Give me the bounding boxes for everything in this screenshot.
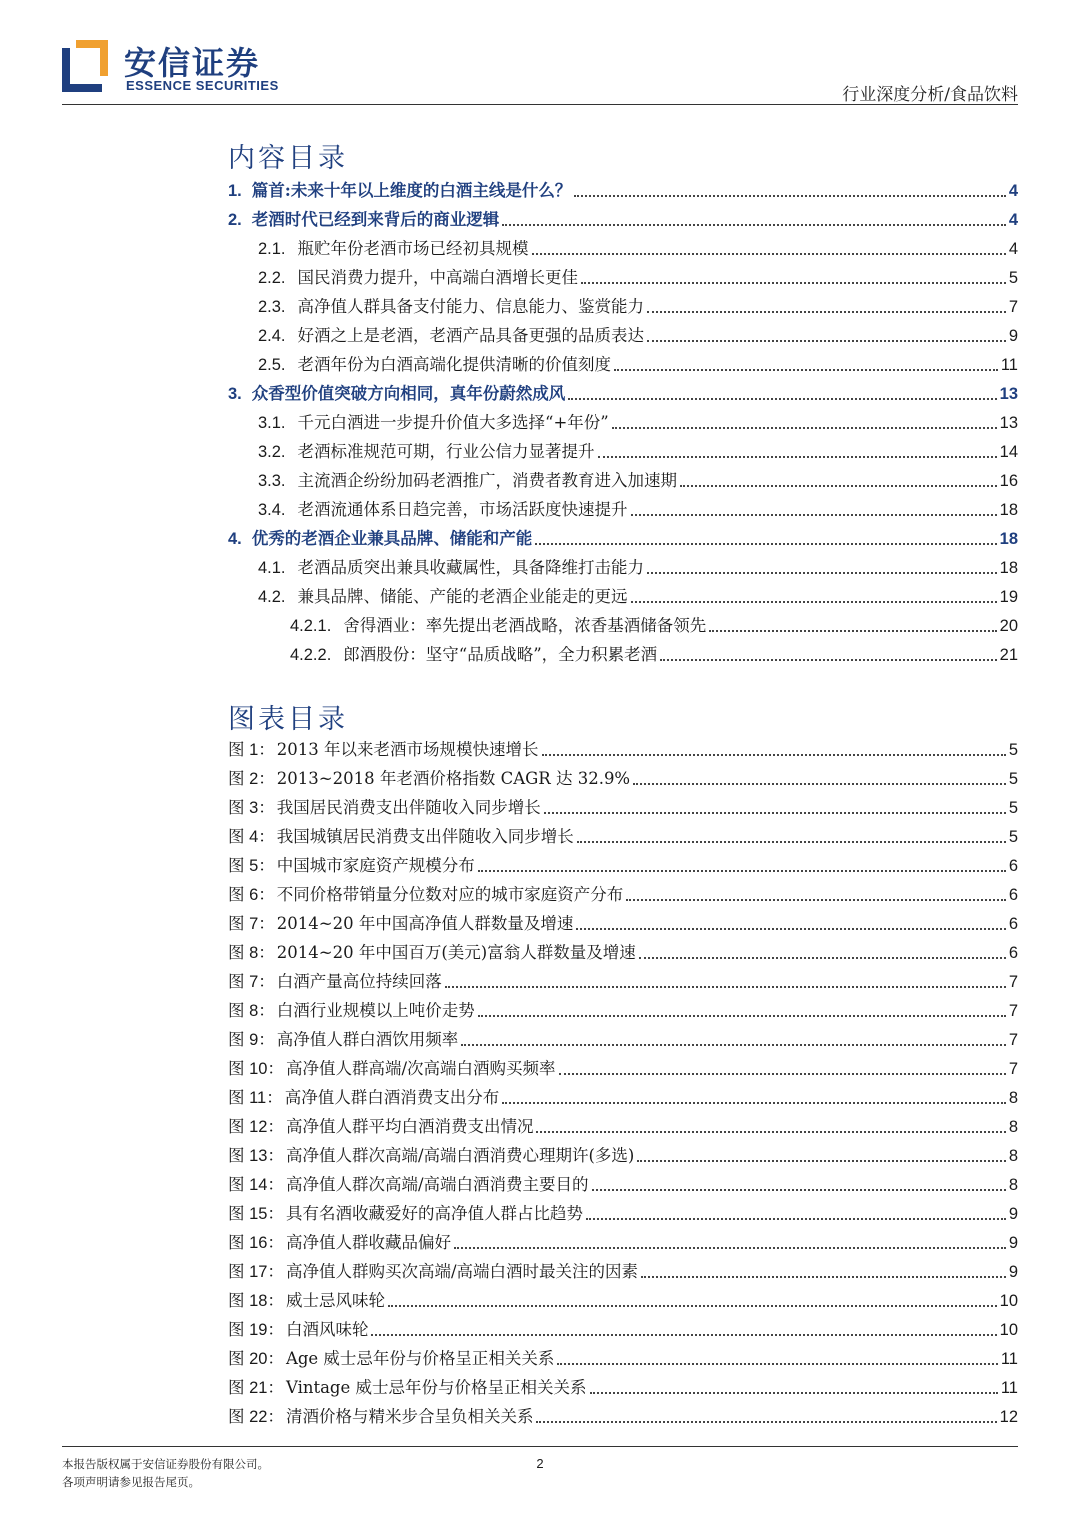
- entry-page: 6: [1008, 944, 1018, 962]
- entry-page: 14: [999, 443, 1018, 461]
- entry-label: 国民消费力提升，中高端白酒增长更佳: [297, 268, 579, 287]
- dot-leader: [568, 397, 996, 400]
- entry-page: 7: [1008, 973, 1018, 991]
- entry-label: 老酒标准规范可期，行业公信力显著提升: [297, 442, 595, 461]
- entry-label: 好酒之上是老酒，老酒产品具备更强的品质表达: [297, 326, 645, 345]
- entry-page: 5: [1008, 269, 1018, 287]
- toc-entry[interactable]: [228, 495, 1018, 524]
- toc-entry[interactable]: [228, 321, 1018, 350]
- entry-number: 图 3：: [228, 799, 275, 817]
- dot-leader: [559, 1072, 1006, 1075]
- dot-leader: [614, 368, 998, 371]
- dot-leader: [536, 1420, 996, 1423]
- entry-number: 4.2.: [258, 588, 286, 606]
- entry-page: 4: [1008, 240, 1018, 258]
- entry-number: 4.2.1.: [290, 617, 332, 635]
- entry-label: 老酒流通体系日趋完善，市场活跃度快速提升: [297, 500, 628, 519]
- toc-entry[interactable]: [228, 408, 1018, 437]
- entry-number: 图 12：: [228, 1118, 284, 1136]
- dot-leader: [454, 1246, 1006, 1249]
- dot-leader: [536, 1130, 1005, 1133]
- entry-number: 2.2.: [258, 269, 286, 287]
- toc-entry[interactable]: [228, 263, 1018, 292]
- figure-entry[interactable]: [228, 880, 1018, 909]
- entry-number: 图 6：: [228, 886, 275, 904]
- dot-leader: [532, 252, 1006, 255]
- entry-page: 5: [1008, 828, 1018, 846]
- entry-page: 19: [999, 588, 1018, 606]
- figure-entry[interactable]: [228, 1025, 1018, 1054]
- disclaimer-notice: 各项声明请参见报告尾页。: [62, 1475, 200, 1489]
- dot-leader: [680, 484, 997, 487]
- header-divider: [62, 104, 1018, 105]
- entry-page: 21: [999, 646, 1018, 664]
- dot-leader: [576, 927, 1005, 930]
- dot-leader: [535, 542, 996, 545]
- entry-number: 图 11：: [228, 1089, 283, 1107]
- entry-label: 2013~2018 年老酒价格指数 CAGR 达 32.9%: [276, 769, 631, 788]
- entry-page: 13: [999, 414, 1018, 432]
- dot-leader: [590, 1391, 998, 1394]
- entry-page: 7: [1008, 1060, 1018, 1078]
- entry-label: 我国城镇居民消费支出伴随收入同步增长: [276, 827, 574, 846]
- figure-entry[interactable]: [228, 967, 1018, 996]
- figure-entry[interactable]: [228, 822, 1018, 851]
- entry-page: 7: [1008, 298, 1018, 316]
- entry-label: 老酒年份为白酒高端化提供清晰的价值刻度: [297, 355, 612, 374]
- entry-label: 千元白酒进一步提升价值大多选择“+年份”: [297, 413, 609, 432]
- entry-page: 7: [1008, 1002, 1018, 1020]
- entry-page: 5: [1008, 770, 1018, 788]
- figure-entry[interactable]: [228, 1373, 1018, 1402]
- entry-label: 高净值人群收藏品偏好: [285, 1233, 451, 1252]
- entry-number: 2.1.: [258, 240, 286, 258]
- footer-divider: [62, 1446, 1018, 1447]
- dot-leader: [502, 223, 1006, 226]
- entry-number: 3.: [228, 385, 242, 403]
- entry-number: 图 8：: [228, 944, 275, 962]
- dot-leader: [586, 1217, 1006, 1220]
- entry-number: 图 10：: [228, 1060, 284, 1078]
- entry-label: 高净值人群次高端/高端白酒消费心理期许(多选): [285, 1146, 635, 1165]
- entry-number: 图 21：: [228, 1379, 284, 1397]
- entry-page: 11: [1000, 1379, 1018, 1397]
- entry-label: 高净值人群具备支付能力、信息能力、鉴赏能力: [297, 297, 645, 316]
- dot-leader: [592, 1188, 1006, 1191]
- toc-entry[interactable]: [228, 292, 1018, 321]
- entry-page: 10: [999, 1292, 1018, 1310]
- dot-leader: [639, 956, 1006, 959]
- entry-label: Age 威士忌年份与价格呈正相关关系: [285, 1349, 555, 1368]
- toc-entry[interactable]: [228, 437, 1018, 466]
- dot-leader: [461, 1043, 1006, 1046]
- entry-number: 图 14：: [228, 1176, 284, 1194]
- entry-page: 6: [1008, 886, 1018, 904]
- dot-leader: [478, 1014, 1006, 1017]
- figure-entry[interactable]: [228, 1199, 1018, 1228]
- entry-label: 高净值人群高端/次高端白酒购买频率: [285, 1059, 556, 1078]
- entry-label: 中国城市家庭资产规模分布: [276, 856, 475, 875]
- entry-page: 11: [1000, 1350, 1018, 1368]
- entry-number: 1.: [228, 182, 242, 200]
- figure-entry[interactable]: [228, 1054, 1018, 1083]
- dot-leader: [371, 1333, 996, 1336]
- figure-entry[interactable]: [228, 793, 1018, 822]
- entry-number: 2.5.: [258, 356, 286, 374]
- dot-leader: [577, 840, 1006, 843]
- entry-label: 舍得酒业：率先提出老酒战略，浓香基酒储备领先: [343, 616, 707, 635]
- entry-number: 2.4.: [258, 327, 286, 345]
- entry-number: 图 15：: [228, 1205, 284, 1223]
- dot-leader: [581, 281, 1006, 284]
- entry-number: 图 13：: [228, 1147, 284, 1165]
- dot-leader: [631, 600, 997, 603]
- toc-entry[interactable]: [228, 350, 1018, 379]
- entry-number: 图 5：: [228, 857, 275, 875]
- entry-number: 图 7：: [228, 915, 275, 933]
- entry-label: 主流酒企纷纷加码老酒推广，消费者教育进入加速期: [297, 471, 678, 490]
- entry-number: 2.3.: [258, 298, 286, 316]
- entry-label: 老酒品质突出兼具收藏属性，具备降维打击能力: [297, 558, 645, 577]
- toc-entry[interactable]: [228, 234, 1018, 263]
- dot-leader: [647, 571, 997, 574]
- entry-number: 图 22：: [228, 1408, 284, 1426]
- toc-entry[interactable]: [228, 553, 1018, 582]
- entry-number: 3.2.: [258, 443, 286, 461]
- dot-leader: [637, 1159, 1005, 1162]
- figure-entry[interactable]: [228, 1170, 1018, 1199]
- figures-list: [228, 735, 1018, 1431]
- entry-label: Vintage 威士忌年份与价格呈正相关关系: [285, 1378, 587, 1397]
- entry-page: 8: [1008, 1118, 1018, 1136]
- entry-label: 瓶贮年份老酒市场已经初具规模: [297, 239, 529, 258]
- dot-leader: [502, 1101, 1006, 1104]
- entry-page: 5: [1008, 799, 1018, 817]
- entry-number: 图 1：: [228, 741, 275, 759]
- dot-leader: [709, 629, 996, 632]
- dot-leader: [574, 194, 1005, 197]
- toc-entry[interactable]: [228, 176, 1018, 205]
- entry-number: 4.1.: [258, 559, 286, 577]
- entry-number: 2.: [228, 211, 242, 229]
- entry-page: 18: [999, 501, 1018, 519]
- entry-number: 图 18：: [228, 1292, 284, 1310]
- toc-entry[interactable]: [228, 611, 1018, 640]
- dot-leader: [542, 753, 1006, 756]
- entry-label: 不同价格带销量分位数对应的城市家庭资产分布: [276, 885, 624, 904]
- entry-label: 2013 年以来老酒市场规模快速增长: [276, 740, 539, 759]
- figures-title: 图表目录: [228, 704, 348, 735]
- toc-entry[interactable]: [228, 466, 1018, 495]
- entry-number: 图 16：: [228, 1234, 284, 1252]
- entry-number: 图 8：: [228, 1002, 275, 1020]
- entry-page: 10: [999, 1321, 1018, 1339]
- entry-label: 2014~20 年中国百万(美元)富翁人群数量及增速: [276, 943, 636, 962]
- dot-leader: [641, 1275, 1006, 1278]
- dot-leader: [557, 1362, 997, 1365]
- entry-number: 图 2：: [228, 770, 275, 788]
- figure-entry[interactable]: [228, 764, 1018, 793]
- entry-page: 6: [1008, 915, 1018, 933]
- figure-entry[interactable]: [228, 851, 1018, 880]
- dot-leader: [388, 1304, 997, 1307]
- entry-page: 8: [1008, 1147, 1018, 1165]
- entry-page: 13: [999, 385, 1018, 403]
- figure-entry[interactable]: [228, 1112, 1018, 1141]
- essence-logo-icon: [62, 40, 108, 92]
- entry-label: 2014~20 年中国高净值人群数量及增速: [276, 914, 574, 933]
- entry-number: 3.1.: [258, 414, 286, 432]
- figure-entry[interactable]: [228, 996, 1018, 1025]
- figure-entry[interactable]: [228, 1083, 1018, 1112]
- dot-leader: [633, 782, 1006, 785]
- entry-page: 18: [999, 559, 1018, 577]
- entry-label: 高净值人群平均白酒消费支出情况: [285, 1117, 534, 1136]
- entry-label: 清酒价格与精米步合呈负相关关系: [285, 1407, 534, 1426]
- figure-entry[interactable]: [228, 909, 1018, 938]
- dot-leader: [598, 455, 997, 458]
- dot-leader: [612, 426, 997, 429]
- entry-label: 优秀的老酒企业兼具品牌、储能和产能: [251, 529, 533, 548]
- entry-label: 我国居民消费支出伴随收入同步增长: [276, 798, 541, 817]
- entry-label: 具有名酒收藏爱好的高净值人群占比趋势: [285, 1204, 583, 1223]
- entry-page: 4: [1008, 182, 1018, 200]
- dot-leader: [626, 898, 1006, 901]
- figure-entry[interactable]: [228, 1402, 1018, 1431]
- dot-leader: [647, 339, 1006, 342]
- entry-number: 3.4.: [258, 501, 286, 519]
- toc-entry[interactable]: [228, 640, 1018, 669]
- entry-number: 图 20：: [228, 1350, 284, 1368]
- entry-page: 6: [1008, 857, 1018, 875]
- entry-label: 高净值人群白酒消费支出分布: [284, 1088, 500, 1107]
- figure-entry[interactable]: [228, 1228, 1018, 1257]
- brand-name-en: ESSENCE SECURITIES: [126, 78, 279, 93]
- entry-page: 20: [999, 617, 1018, 635]
- entry-label: 高净值人群购买次高端/高端白酒时最关注的因素: [285, 1262, 638, 1281]
- entry-page: 18: [999, 530, 1018, 548]
- figure-entry[interactable]: [228, 1257, 1018, 1286]
- report-category: 行业深度分析/食品饮料: [842, 85, 1018, 105]
- entry-label: 高净值人群白酒饮用频率: [276, 1030, 459, 1049]
- entry-page: 4: [1008, 211, 1018, 229]
- toc-entry[interactable]: [228, 379, 1018, 408]
- dot-leader: [631, 513, 997, 516]
- copyright-notice: 本报告版权属于安信证券股份有限公司。: [62, 1457, 269, 1471]
- entry-page: 8: [1008, 1089, 1018, 1107]
- entry-label: 白酒产量高位持续回落: [276, 972, 442, 991]
- entry-label: 众香型价值突破方向相同，真年份蔚然成风: [251, 384, 566, 403]
- entry-label: 篇首:未来十年以上维度的白酒主线是什么？: [251, 181, 572, 200]
- toc-entry[interactable]: [228, 205, 1018, 234]
- entry-page: 11: [1000, 356, 1018, 374]
- figure-entry[interactable]: [228, 1286, 1018, 1315]
- entry-number: 图 7：: [228, 973, 275, 991]
- dot-leader: [647, 310, 1006, 313]
- entry-page: 5: [1008, 741, 1018, 759]
- toc-title: 内容目录: [228, 143, 348, 174]
- dot-leader: [660, 658, 996, 661]
- dot-leader: [544, 811, 1006, 814]
- entry-page: 7: [1008, 1031, 1018, 1049]
- figure-entry[interactable]: [228, 1344, 1018, 1373]
- toc-entry[interactable]: [228, 582, 1018, 611]
- entry-label: 白酒行业规模以上吨价走势: [276, 1001, 475, 1020]
- figure-entry[interactable]: [228, 1141, 1018, 1170]
- entry-label: 威士忌风味轮: [285, 1291, 385, 1310]
- entry-number: 图 9：: [228, 1031, 275, 1049]
- dot-leader: [445, 985, 1006, 988]
- footer-notice: [62, 1455, 269, 1491]
- entry-page: 12: [999, 1408, 1018, 1426]
- entry-label: 兼具品牌、储能、产能的老酒企业能走的更远: [297, 587, 628, 606]
- entry-number: 图 19：: [228, 1321, 284, 1339]
- figure-entry[interactable]: [228, 735, 1018, 764]
- page-number: 2: [536, 1456, 544, 1471]
- entry-number: 4.: [228, 530, 242, 548]
- entry-page: 9: [1008, 1263, 1018, 1281]
- entry-label: 郎酒股份：坚守“品质战略”，全力积累老酒: [343, 645, 658, 664]
- entry-page: 9: [1008, 1205, 1018, 1223]
- entry-page: 16: [999, 472, 1018, 490]
- brand-name-cn: 安信证券: [124, 44, 261, 82]
- entry-label: 老酒时代已经到来背后的商业逻辑: [251, 210, 500, 229]
- entry-number: 3.3.: [258, 472, 286, 490]
- entry-page: 8: [1008, 1176, 1018, 1194]
- entry-number: 4.2.2.: [290, 646, 332, 664]
- figure-entry[interactable]: [228, 938, 1018, 967]
- entry-label: 白酒风味轮: [285, 1320, 369, 1339]
- entry-number: 图 17：: [228, 1263, 284, 1281]
- entry-page: 9: [1008, 1234, 1018, 1252]
- page-header: [0, 0, 1080, 108]
- dot-leader: [478, 869, 1006, 872]
- entry-number: 图 4：: [228, 828, 275, 846]
- toc-list: [228, 176, 1018, 669]
- entry-page: 9: [1008, 327, 1018, 345]
- toc-entry[interactable]: [228, 524, 1018, 553]
- figure-entry[interactable]: [228, 1315, 1018, 1344]
- entry-label: 高净值人群次高端/高端白酒消费主要目的: [285, 1175, 589, 1194]
